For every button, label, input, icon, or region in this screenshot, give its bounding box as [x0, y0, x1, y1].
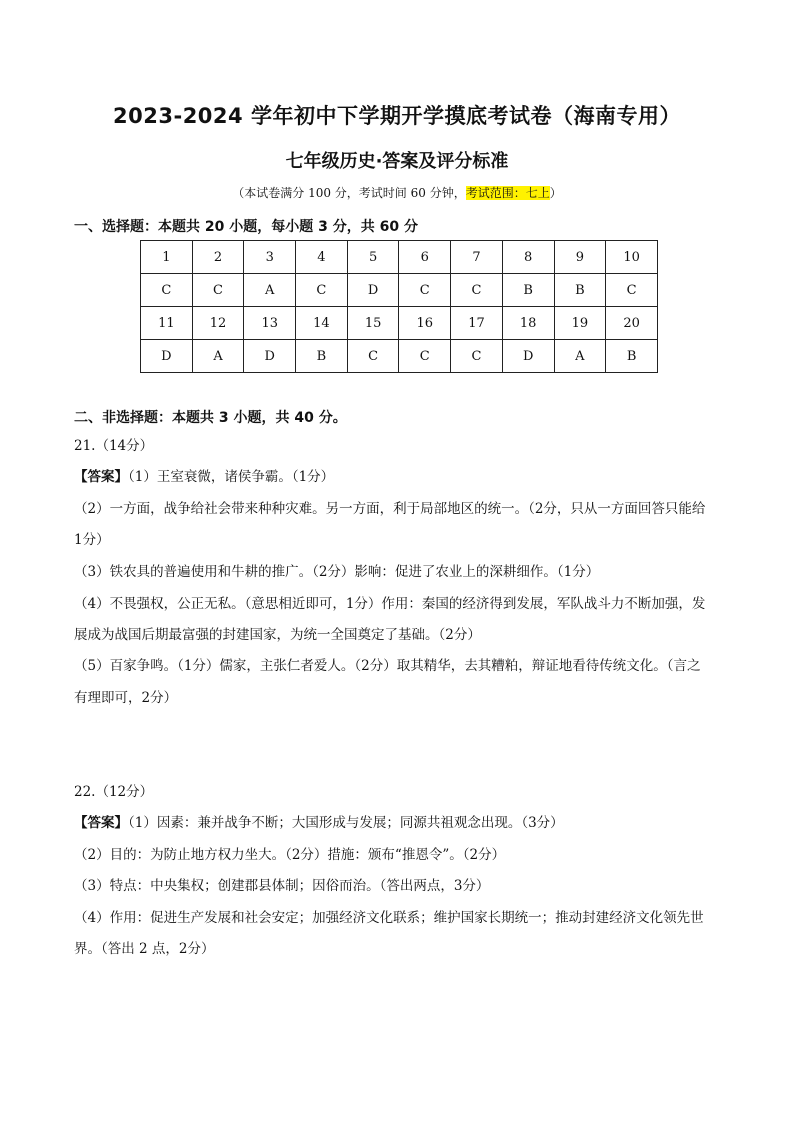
q22-header: 22.（12分）: [74, 784, 154, 800]
question-number-cell: 12: [192, 307, 244, 340]
answer-cell: C: [399, 340, 451, 373]
answer-cell: C: [606, 274, 658, 307]
answer-cell: C: [192, 274, 244, 307]
exam-note: [0, 184, 794, 201]
answer-table-row: [141, 340, 658, 373]
question-number-cell: 8: [502, 241, 554, 274]
question-number-cell: 19: [554, 307, 606, 340]
question-number-cell: 10: [606, 241, 658, 274]
q22-line-2: （2）目的：为防止地方权力坐大。（2分）措施：颁布“推恩令”。（2分）: [74, 847, 506, 863]
question-number-cell: 16: [399, 307, 451, 340]
question-number-cell: 7: [451, 241, 503, 274]
answer-cell: D: [244, 340, 296, 373]
answer-cell: A: [554, 340, 606, 373]
answer-cell: C: [451, 340, 503, 373]
q21-line-6: 展成为战国后期最富强的封建国家，为统一全国奠定了基础。（2分）: [74, 627, 481, 643]
question-number-cell: 6: [399, 241, 451, 274]
answer-cell: C: [399, 274, 451, 307]
answer-cell: D: [347, 274, 399, 307]
question-number-cell: 2: [192, 241, 244, 274]
q22-line-5: 界。（答出 2 点，2分）: [74, 941, 215, 957]
answer-cell: C: [296, 274, 348, 307]
answer-cell: C: [451, 274, 503, 307]
q21-line-7: （5）百家争鸣。（1分）儒家，主张仁者爱人。（2分）取其精华，去其糟粕，辩证地看待传统文化。（言之: [74, 658, 701, 674]
answer-cell: C: [141, 274, 193, 307]
q21-line: [74, 467, 724, 487]
exam-note-prefix: （本试卷满分 100 分，考试时间 60 分钟，: [232, 186, 466, 200]
answer-cell: B: [502, 274, 554, 307]
answer-cell: B: [554, 274, 606, 307]
question-number-cell: 18: [502, 307, 554, 340]
q21-line-2: （2）一方面，战争给社会带来种种灾难。另一方面，利于局部地区的统一。（2分，只从一方面回答只能给: [74, 501, 706, 517]
question-number-cell: 14: [296, 307, 348, 340]
q22-answer-tag: 【答案】: [74, 815, 128, 831]
question-number-cell: 20: [606, 307, 658, 340]
answer-cell: A: [192, 340, 244, 373]
choice-answer-table: [140, 240, 658, 373]
answer-cell: D: [502, 340, 554, 373]
answer-cell: C: [347, 340, 399, 373]
answer-cell: B: [606, 340, 658, 373]
q21-header: 21.（14分）: [74, 438, 154, 454]
q22-line-1: （1）因素：兼并战争不断；大国形成与发展；同源共祖观念出现。（3分）: [128, 815, 564, 831]
page-subtitle: 七年级历史·答案及评分标准: [285, 151, 509, 172]
question-number-cell: 4: [296, 241, 348, 274]
question-number-cell: 3: [244, 241, 296, 274]
answer-cell: B: [296, 340, 348, 373]
q21-line-4: （3）铁农具的普遍使用和牛耕的推广。（2分）影响：促进了农业上的深耕细作。（1分）: [74, 564, 600, 580]
exam-scope-highlight: 考试范围：七上: [465, 186, 550, 200]
section-1-heading: 一、选择题：本题共 20 小题，每小题 3 分，共 60 分: [74, 219, 418, 235]
q22-line-4: （4）作用：促进生产发展和社会安定；加强经济文化联系；维护国家长期统一；推动封建经济文化领先世: [74, 910, 704, 926]
answer-cell: A: [244, 274, 296, 307]
q21-line-5: （4）不畏强权，公正无私。（意思相近即可，1分）作用：秦国的经济得到发展，军队战斗力不断加强，发: [74, 596, 706, 612]
exam-note-suffix: ）: [549, 186, 562, 200]
q22-line: [74, 813, 724, 833]
q21-line-8: 有理即可，2分）: [74, 690, 178, 706]
page-title: 2023-2024 学年初中下学期开学摸底考试卷（海南专用）: [113, 104, 681, 128]
q22-line-3: （3）特点：中央集权；创建郡县体制；因俗而治。（答出两点，3分）: [74, 878, 490, 894]
question-number-cell: 17: [451, 307, 503, 340]
q21-line-3: 1分）: [74, 532, 110, 548]
answer-table-row: [141, 241, 658, 274]
question-number-cell: 9: [554, 241, 606, 274]
question-number-cell: 5: [347, 241, 399, 274]
q21-line-1: （1）王室衰微，诸侯争霸。（1分）: [128, 469, 335, 485]
question-number-cell: 15: [347, 307, 399, 340]
question-number-cell: 13: [244, 307, 296, 340]
question-number-cell: 1: [141, 241, 193, 274]
answer-table-row: [141, 307, 658, 340]
answer-table-row: [141, 274, 658, 307]
section-2-heading: 二、非选择题：本题共 3 小题，共 40 分。: [74, 410, 347, 426]
question-number-cell: 11: [141, 307, 193, 340]
q21-answer-tag: 【答案】: [74, 469, 128, 485]
answer-cell: D: [141, 340, 193, 373]
